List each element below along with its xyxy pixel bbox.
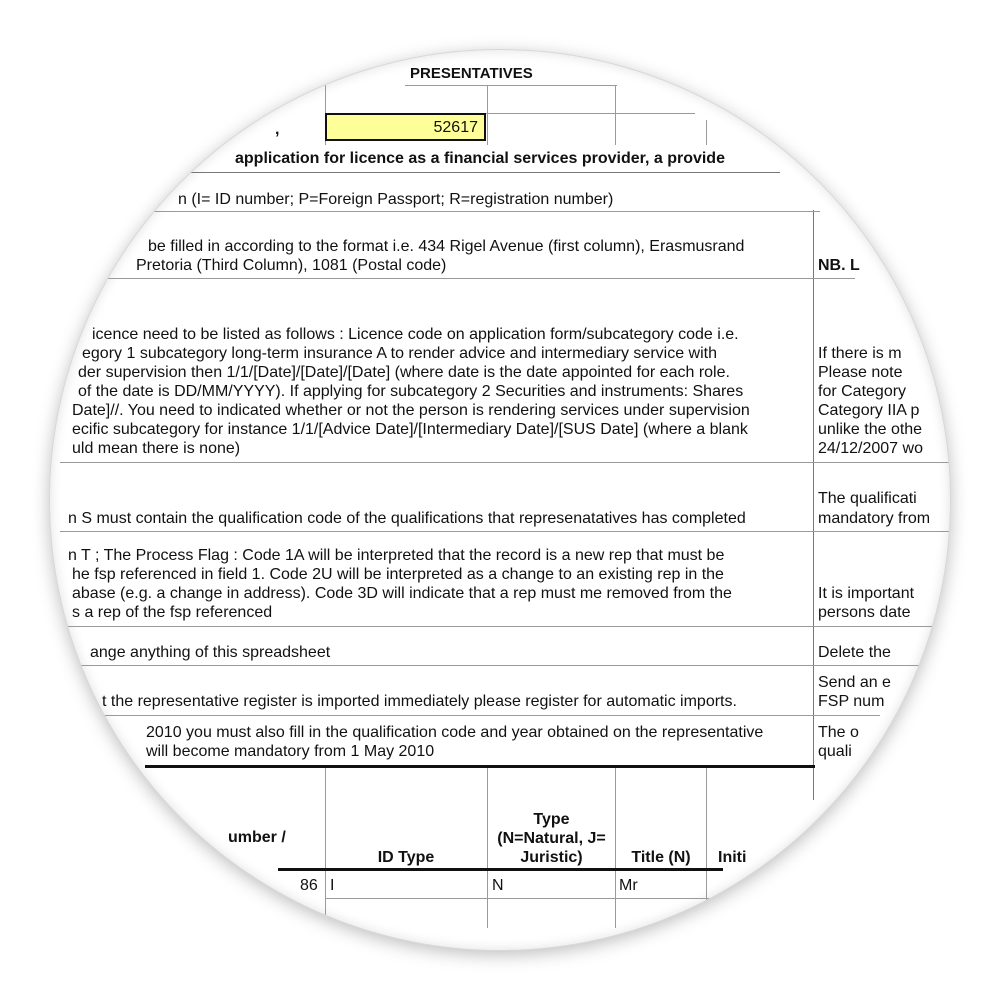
instruction-1-line-1: n (I= ID number; P=Foreign Passport; R=registration number) — [178, 191, 614, 208]
note-3-line-4: Category IIA p — [818, 402, 920, 419]
note-5-line-1: It is important — [818, 585, 915, 602]
instruction-3-line-5: Date]//. You need to indicated whether or not the person is rendering services under supervision — [72, 402, 750, 419]
cell-number[interactable]: 86 — [300, 877, 318, 894]
magnifier-lens — [50, 50, 950, 950]
header-initials: Initi — [718, 849, 747, 866]
cell-type[interactable]: N — [492, 877, 504, 894]
note-2-line-1: NB. L — [818, 257, 860, 274]
instruction-3-line-6: ecific subcategory for instance 1/1/[Advice Date]/[Intermediary Date]/[SUS Date] (where a blank — [72, 421, 748, 438]
intro-heading: application for licence as a financial services provider, a provide — [235, 150, 725, 167]
header-type: Type (N=Natural, J= Juristic) — [497, 811, 606, 866]
note-3-line-5: unlike the othe — [818, 421, 923, 438]
note-7-line-1: Send an e — [818, 674, 891, 691]
instruction-3-line-1: icence need to be listed as follows : Licence code on application form/subcategory code i.e. — [92, 326, 739, 343]
note-5-line-2: persons date — [818, 604, 911, 621]
note-7-line-2: FSP num — [818, 693, 885, 710]
section-title: PRESENTATIVES — [410, 65, 533, 82]
instruction-5-line-1: n T ; The Process Flag : Code 1A will be interpreted that the record is a new rep that must be — [68, 547, 725, 564]
instruction-7-line-1: t the representative register is imported immediately please register for automatic imports. — [102, 693, 737, 710]
header-id-type: ID Type — [377, 849, 435, 866]
header-title: Title (N) — [631, 849, 691, 866]
instruction-8-line-1: 2010 you must also fill in the qualification code and year obtained on the representative — [146, 724, 764, 741]
note-4-line-2: mandatory from — [818, 510, 931, 527]
note-8-line-2: quali — [818, 743, 852, 760]
instruction-3-line-7: uld mean there is none) — [72, 440, 241, 457]
instruction-5-line-4: s a rep of the fsp referenced — [72, 604, 273, 621]
note-6-line-1: Delete the — [818, 644, 891, 661]
note-8-line-1: The o — [818, 724, 859, 741]
note-4-line-1: The qualificati — [818, 490, 917, 507]
note-3-line-3: for Category — [818, 383, 907, 400]
cell-id-type[interactable]: I — [330, 877, 335, 894]
spreadsheet-view — [50, 50, 950, 950]
fsp-number-cell[interactable] — [325, 113, 486, 141]
instruction-6-line-1: ange anything of this spreadsheet — [90, 644, 331, 661]
header-number: umber / — [228, 829, 286, 846]
instruction-3-line-3: der supervision then 1/1/[Date]/[Date]/[Date] (where date is the date appointed for each role. — [78, 364, 730, 381]
instruction-2-line-1: be filled in according to the format i.e. 434 Rigel Avenue (first column), Erasmusrand — [148, 238, 745, 255]
instruction-5-line-2: he fsp referenced in field 1. Code 2U will be interpreted as a change to an existing rep in the — [72, 566, 724, 583]
fsp-label: , — [275, 121, 280, 138]
fsp-number-value: 52617 — [433, 119, 478, 136]
instruction-4-line-1: n S must contain the qualification code of the qualifications that represenatatives has completed — [68, 510, 746, 527]
instruction-5-line-3: abase (e.g. a change in address). Code 3D will indicate that a rep must me removed from the — [72, 585, 732, 602]
instruction-3-line-2: egory 1 subcategory long-term insurance A to render advice and intermediary service with — [82, 345, 717, 362]
note-3-line-6: 24/12/2007 wo — [818, 440, 923, 457]
cell-title[interactable]: Mr — [619, 877, 638, 894]
note-3-line-1: If there is m — [818, 345, 902, 362]
instruction-2-line-2: Pretoria (Third Column), 1081 (Postal code) — [136, 257, 447, 274]
instruction-3-line-4: of the date is DD/MM/YYYY). If applying for subcategory 2 Securities and instruments: Shares — [78, 383, 744, 400]
note-3-line-2: Please note — [818, 364, 903, 381]
instruction-8-line-2: will become mandatory from 1 May 2010 — [146, 743, 435, 760]
